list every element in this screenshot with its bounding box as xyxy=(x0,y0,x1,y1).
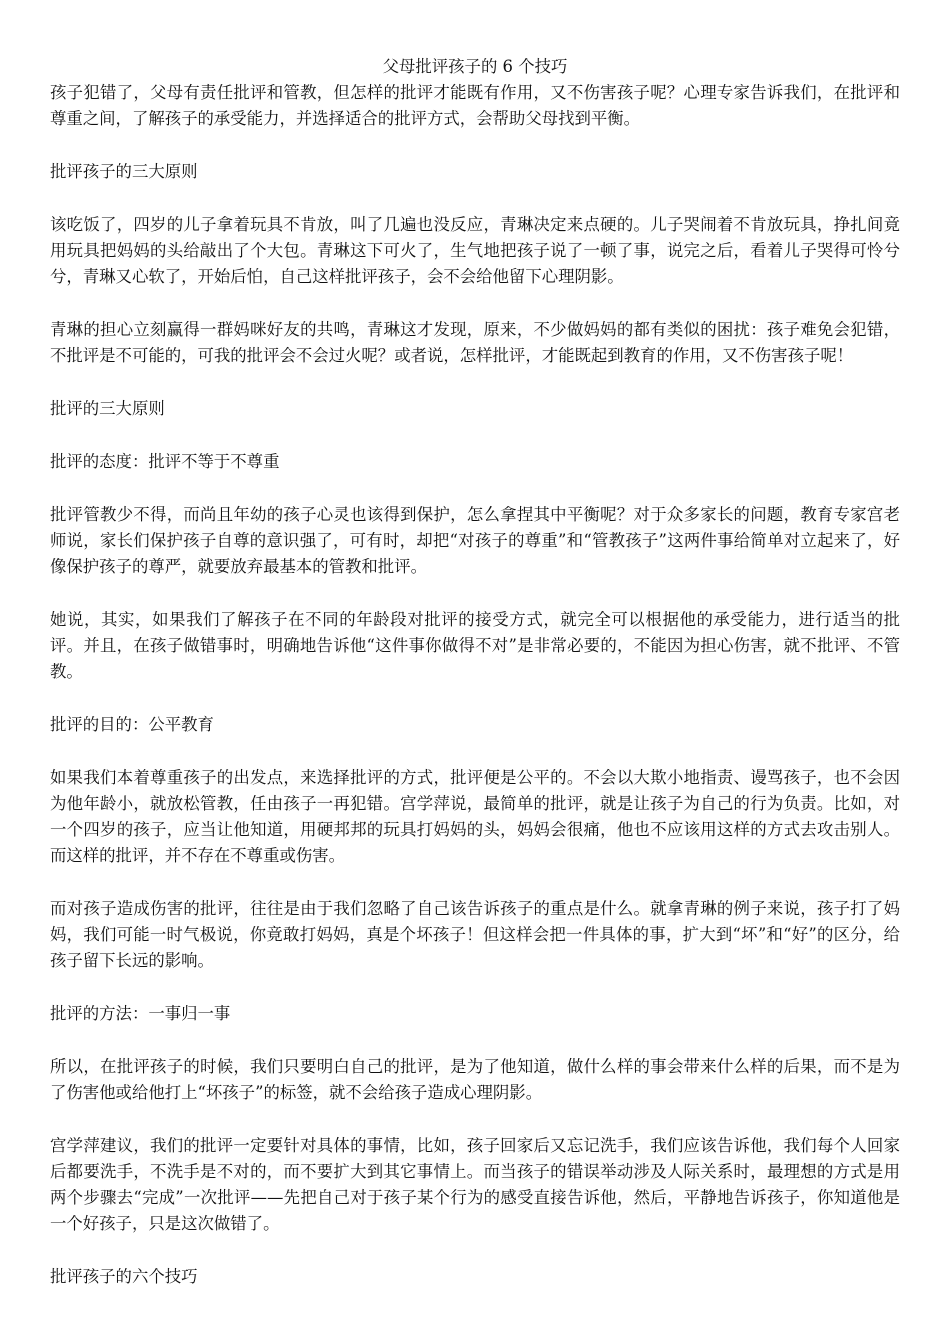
paragraph-story: 该吃饭了，四岁的儿子拿着玩具不肯放，叫了几遍也没反应，青琳决定来点硬的。儿子哭闹着不肯放玩具，挣扎间竟用玩具把妈妈的头给敲出了个大包。青琳这下可火了，生气地把孩子说了一顿了事，说完之后，看着儿子哭得可怜兮兮，青琳又心软了，开始后怕，自己这样批评孩子，会不会给他留下心理阴影。 xyxy=(50,215,900,286)
subheading-method: 批评的方法：一事归一事 xyxy=(50,1004,231,1023)
document-title: 父母批评孩子的 6 个技巧 xyxy=(382,57,568,76)
section-heading-three-principles: 批评的三大原则 xyxy=(50,399,165,418)
subheading-attitude: 批评的态度：批评不等于不尊重 xyxy=(50,452,280,471)
paragraph-harm: 而对孩子造成伤害的批评，往往是由于我们忽略了自己该告诉孩子的重点是什么。就拿青琳的例子来说，孩子打了妈妈，我们可能一时气极说，你竟敢打妈妈，真是个坏孩子！但这样会把一件具体的事，扩大到“坏”和“好”的区分，给孩子留下长远的影响。 xyxy=(50,899,900,970)
paragraph-fairness: 如果我们本着尊重孩子的出发点，来选择批评的方式，批评便是公平的。不会以大欺小地指责、谩骂孩子，也不会因为他年龄小，就放松管教，任由孩子一再犯错。宫学萍说，最简单的批评，就是让孩子为自己的行为负责。比如，对一个四岁的孩子，应当让他知道，用硬邦邦的玩具打妈妈的头，妈妈会很痛，他也不应该用这样的方式去攻击别人。而这样的批评，并不存在不尊重或伤害。 xyxy=(50,768,900,865)
section-heading-six-tips: 批评孩子的六个技巧 xyxy=(50,1267,198,1286)
paragraph-consequences: 所以，在批评孩子的时候，我们只要明白自己的批评，是为了他知道，做什么样的事会带来什么样的后果，而不是为了伤害他或给他打上“坏孩子”的标签，就不会给孩子造成心理阴影。 xyxy=(50,1057,900,1102)
section-heading-principles: 批评孩子的三大原则 xyxy=(50,162,198,181)
document-page xyxy=(50,54,900,1317)
intro-paragraph: 孩子犯错了，父母有责任批评和管教，但怎样的批评才能既有作用，又不伤害孩子呢？心理专家告诉我们，在批评和尊重之间，了解孩子的承受能力，并选择适合的批评方式，会帮助父母找到平衡。 xyxy=(50,83,900,128)
paragraph-specific-issues: 宫学萍建议，我们的批评一定要针对具体的事情，比如，孩子回家后又忘记洗手，我们应该告诉他，我们每个人回家后都要洗手，不洗手是不对的，而不要扩大到其它事情上。而当孩子的错误举动涉及人际关系时，最理想的方式是用两个步骤去“完成”一次批评——先把自己对于孩子某个行为的感受直接告诉他，然后，平静地告诉孩子，你知道他是一个好孩子，只是这次做错了。 xyxy=(50,1136,900,1233)
paragraph-worry: 青琳的担心立刻赢得一群妈咪好友的共鸣，青琳这才发现，原来，不少做妈妈的都有类似的困扰：孩子难免会犯错，不批评是不可能的，可我的批评会不会过火呢？或者说，怎样批评，才能既起到教育的作用，又不伤害孩子呢！ xyxy=(50,320,900,365)
subheading-purpose: 批评的目的：公平教育 xyxy=(50,715,214,734)
paragraph-balance: 批评管教少不得，而尚且年幼的孩子心灵也该得到保护，怎么拿捏其中平衡呢？对于众多家长的问题，教育专家宫老师说，家长们保护孩子自尊的意识强了，可有时，却把“对孩子的尊重”和“管教孩子”这两件事给简单对立起来了，好像保护孩子的尊严，就要放弃最基本的管教和批评。 xyxy=(50,505,900,576)
paragraph-age-acceptance: 她说，其实，如果我们了解孩子在不同的年龄段对批评的接受方式，就完全可以根据他的承受能力，进行适当的批评。并且，在孩子做错事时，明确地告诉他“这件事你做得不对”是非常必要的，不能因为担心伤害，就不批评、不管教。 xyxy=(50,610,900,681)
